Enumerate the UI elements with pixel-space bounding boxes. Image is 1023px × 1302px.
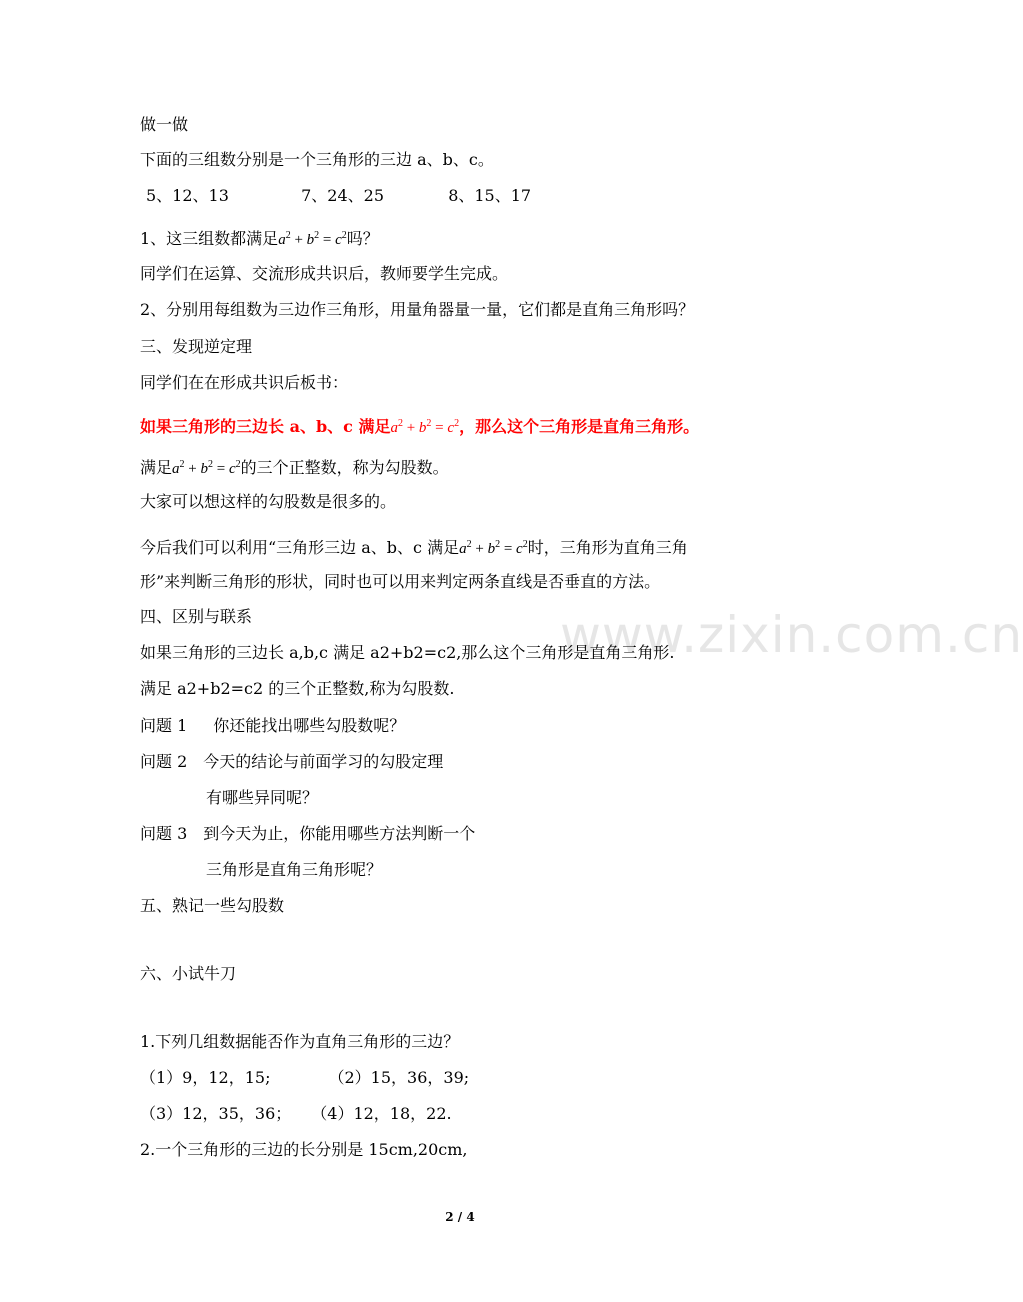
theorem-text: 如果三角形的三边长 a、b、c 满足 [140,417,391,436]
section-3-title: 三、发现逆定理 [140,337,253,356]
pythagorean-equation: $a^2 + b^2 = c^2$ [390,418,460,436]
exercise-1-options-b [140,1104,452,1124]
definition-head: 满足 [140,458,173,477]
problem-1-label: 问题 1 [140,716,188,735]
option-4: （4）12，18，22. [311,1104,452,1123]
pythagorean-equation: $a^2 + b^2 = c^2$ [278,230,347,248]
problem-3-label: 问题 3 [140,824,188,843]
definition-pythagorean-triples [140,455,449,479]
group-1: 5、12、13 [146,186,229,205]
number-groups-row [146,186,531,206]
theorem-statement [140,414,699,438]
exercise-1: 1.下列几组数据能否作为直角三角形的三边？ [140,1032,460,1051]
group-3: 8、15、17 [448,186,532,205]
exercise-2: 2.一个三角形的三边的长分别是 15cm,20cm, [140,1140,468,1159]
problem-3-text: 到今天为止，你能用哪些方法判断一个 [203,824,476,843]
problem-3 [140,824,475,844]
definition-tail: 的三个正整数，称为勾股数。 [240,458,449,477]
page-number: 2 / 4 [445,1210,475,1224]
paragraph-converse: 如果三角形的三边长 a,b,c 满足 a2+b2=c2,那么这个三角形是直角三角形. [140,643,675,662]
problem-2 [140,752,443,772]
exercise-1-options-a [140,1068,469,1088]
problem-1-text: 你还能找出哪些勾股数呢？ [213,716,406,735]
paragraph-future-use-cont: 形”来判断三角形的形状，同时也可以用来判定两条直线是否垂直的方法。 [140,572,661,591]
section-4-title: 四、区别与联系 [140,607,253,626]
option-1: （1）9，12，15; [140,1068,271,1087]
pythagorean-equation: $a^2 + b^2 = c^2$ [172,459,241,477]
future-use-tail: 时，三角形为直角三角 [527,538,688,557]
question-1-text: 1、这三组数都满足 [140,229,279,248]
paragraph-many-triples: 大家可以想这样的勾股数是很多的。 [140,492,397,511]
paragraph-future-use [140,535,688,559]
question-2: 2、分别用每组数为三边作三角形，用量角器量一量，它们都是直角三角形吗？ [140,300,695,319]
section-6-title: 六、小试牛刀 [140,964,237,983]
paragraph-board: 同学们在在形成共识后板书： [140,373,349,392]
paragraph-consensus: 同学们在运算、交流形成共识后，教师要学生完成。 [140,264,509,283]
section-5-title: 五、熟记一些勾股数 [140,896,285,915]
future-use-text: 今后我们可以利用“三角形三边 a、b、c 满足 [140,538,460,557]
problem-3-cont: 三角形是直角三角形呢？ [206,860,383,879]
pythagorean-equation: $a^2 + b^2 = c^2$ [459,539,528,557]
question-1 [140,226,379,250]
watermark: www.zixin.com.cn [560,606,1023,664]
paragraph-three-groups: 下面的三组数分别是一个三角形的三边 a、b、c。 [140,150,494,169]
option-3: （3）12，35，36； [140,1104,292,1123]
paragraph-triple-def: 满足 a2+b2=c2 的三个正整数,称为勾股数. [140,679,455,698]
problem-2-label: 问题 2 [140,752,188,771]
problem-2-text: 今天的结论与前面学习的勾股定理 [203,752,444,771]
problem-1 [140,716,405,736]
group-2: 7、24、25 [301,186,384,205]
theorem-tail: ，那么这个三角形是直角三角形。 [459,417,700,436]
problem-2-cont: 有哪些异同呢？ [206,788,319,807]
question-1-tail: 吗？ [346,229,379,248]
option-2: （2）15，36，39; [328,1068,470,1087]
heading-do-it: 做一做 [140,115,189,134]
